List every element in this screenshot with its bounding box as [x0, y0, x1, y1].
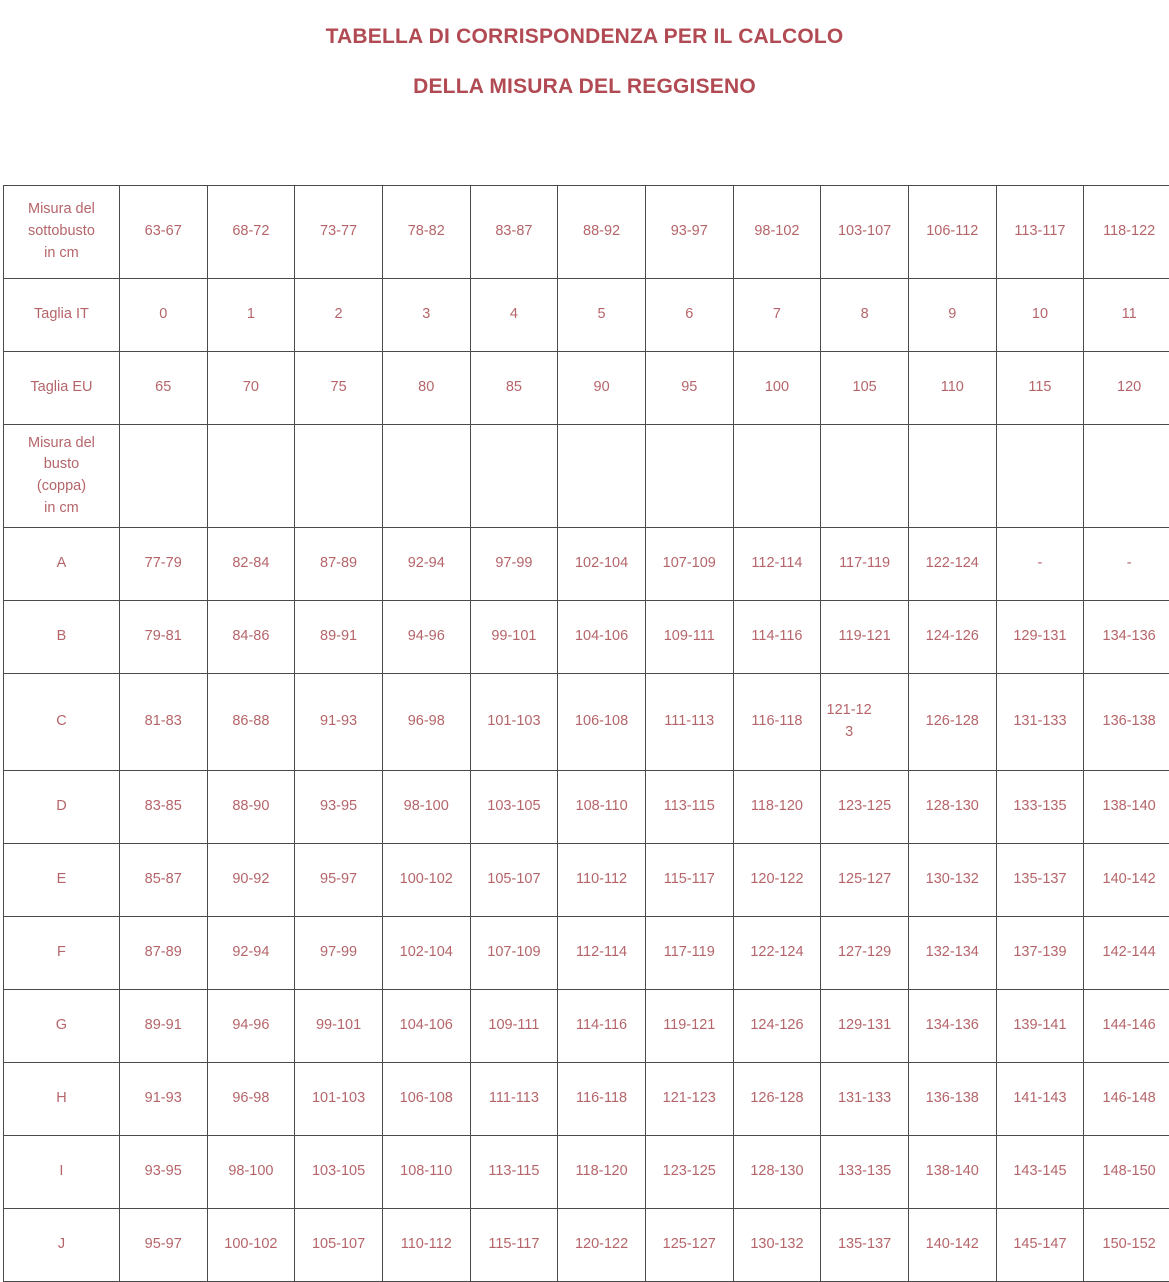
cup-j-cell-3: 110-112	[382, 1209, 470, 1282]
cup-d-cell-9: 128-130	[908, 771, 996, 844]
cup-a-cell-4: 97-99	[470, 528, 558, 601]
cup-e-cell-9: 130-132	[908, 844, 996, 917]
cup-f-cell-2: 97-99	[295, 917, 383, 990]
cup-b-cell-10: 129-131	[996, 601, 1084, 674]
cup-g-cell-0: 89-91	[119, 990, 207, 1063]
taglia-eu-cell-8: 105	[821, 352, 909, 425]
cup-f-cell-6: 117-119	[645, 917, 733, 990]
cup-j-cell-9: 140-142	[908, 1209, 996, 1282]
cup-a-cell-5: 102-104	[558, 528, 646, 601]
cup-h-cell-7: 126-128	[733, 1063, 821, 1136]
cup-j-cell-0: 95-97	[119, 1209, 207, 1282]
cup-d-cell-3: 98-100	[382, 771, 470, 844]
cup-d-cell-7: 118-120	[733, 771, 821, 844]
taglia-eu-cell-2: 75	[295, 352, 383, 425]
cup-i-cell-11: 148-150	[1084, 1136, 1169, 1209]
cup-c-cell-7: 116-118	[733, 674, 821, 771]
table-row-cup-b	[4, 601, 1169, 674]
cup-a-cell-11: -	[1084, 528, 1169, 601]
cup-g-cell-7: 124-126	[733, 990, 821, 1063]
row-label-underbust	[4, 186, 120, 279]
cup-h-cell-5: 116-118	[558, 1063, 646, 1136]
cup-c-cell-8: 121-123	[821, 674, 909, 771]
row-label-taglia-it: Taglia IT	[4, 279, 120, 352]
table-row-cup-e	[4, 844, 1169, 917]
cup-c-cell-2: 91-93	[295, 674, 383, 771]
title-line-1: TABELLA DI CORRISPONDENZA PER IL CALCOLO	[0, 26, 1169, 47]
cup-f-cell-0: 87-89	[119, 917, 207, 990]
bra-size-table	[3, 185, 1169, 1282]
cup-a-cell-7: 112-114	[733, 528, 821, 601]
taglia-it-cell-0: 0	[119, 279, 207, 352]
cup-label-c: C	[4, 674, 120, 771]
cup-b-cell-7: 114-116	[733, 601, 821, 674]
cup-f-cell-1: 92-94	[207, 917, 295, 990]
cup-h-cell-6: 121-123	[645, 1063, 733, 1136]
title-line-2: DELLA MISURA DEL REGGISENO	[0, 76, 1169, 97]
cup-label-h: H	[4, 1063, 120, 1136]
cup-d-cell-1: 88-90	[207, 771, 295, 844]
taglia-eu-cell-1: 70	[207, 352, 295, 425]
cup-i-cell-0: 93-95	[119, 1136, 207, 1209]
cup-j-cell-4: 115-117	[470, 1209, 558, 1282]
underbust-cell-5: 88-92	[558, 186, 646, 279]
cup-j-cell-7: 130-132	[733, 1209, 821, 1282]
cup-i-cell-3: 108-110	[382, 1136, 470, 1209]
taglia-it-cell-5: 5	[558, 279, 646, 352]
underbust-cell-1: 68-72	[207, 186, 295, 279]
taglia-it-cell-1: 1	[207, 279, 295, 352]
cup-d-cell-2: 93-95	[295, 771, 383, 844]
bust-header-blank-6	[645, 425, 733, 528]
cup-e-cell-4: 105-107	[470, 844, 558, 917]
underbust-cell-3: 78-82	[382, 186, 470, 279]
cup-label-g: G	[4, 990, 120, 1063]
row-label-bust-line-4: in cm	[7, 498, 116, 520]
underbust-cell-0: 63-67	[119, 186, 207, 279]
cup-b-cell-6: 109-111	[645, 601, 733, 674]
taglia-eu-cell-0: 65	[119, 352, 207, 425]
bust-header-blank-7	[733, 425, 821, 528]
cup-b-cell-1: 84-86	[207, 601, 295, 674]
cup-c-cell-6: 111-113	[645, 674, 733, 771]
cup-d-cell-11: 138-140	[1084, 771, 1169, 844]
cup-h-cell-8: 131-133	[821, 1063, 909, 1136]
cup-b-cell-8: 119-121	[821, 601, 909, 674]
bust-header-blank-10	[996, 425, 1084, 528]
cup-d-cell-5: 108-110	[558, 771, 646, 844]
cup-label-b: B	[4, 601, 120, 674]
table-row-bust-header	[4, 425, 1169, 528]
table-row-cup-i	[4, 1136, 1169, 1209]
underbust-cell-11: 118-122	[1084, 186, 1169, 279]
taglia-it-cell-2: 2	[295, 279, 383, 352]
bra-size-table-container	[3, 185, 1169, 1282]
taglia-it-cell-7: 7	[733, 279, 821, 352]
cup-a-cell-1: 82-84	[207, 528, 295, 601]
cup-a-cell-10: -	[996, 528, 1084, 601]
table-row-taglia-it	[4, 279, 1169, 352]
cup-h-cell-9: 136-138	[908, 1063, 996, 1136]
cup-i-cell-4: 113-115	[470, 1136, 558, 1209]
cup-d-cell-10: 133-135	[996, 771, 1084, 844]
cup-b-cell-2: 89-91	[295, 601, 383, 674]
cup-d-cell-8: 123-125	[821, 771, 909, 844]
bust-header-blank-4	[470, 425, 558, 528]
cup-b-cell-4: 99-101	[470, 601, 558, 674]
cup-b-cell-5: 104-106	[558, 601, 646, 674]
cup-i-cell-2: 103-105	[295, 1136, 383, 1209]
cup-d-cell-4: 103-105	[470, 771, 558, 844]
taglia-eu-cell-7: 100	[733, 352, 821, 425]
cup-h-cell-3: 106-108	[382, 1063, 470, 1136]
cup-h-cell-0: 91-93	[119, 1063, 207, 1136]
cup-c-cell-0: 81-83	[119, 674, 207, 771]
table-row-cup-f	[4, 917, 1169, 990]
cup-g-cell-2: 99-101	[295, 990, 383, 1063]
cup-j-cell-6: 125-127	[645, 1209, 733, 1282]
row-label-underbust-line-2: sottobusto	[7, 221, 116, 243]
cup-h-cell-10: 141-143	[996, 1063, 1084, 1136]
taglia-it-cell-10: 10	[996, 279, 1084, 352]
cup-j-cell-5: 120-122	[558, 1209, 646, 1282]
cup-c-cell-10: 131-133	[996, 674, 1084, 771]
cup-label-e: E	[4, 844, 120, 917]
underbust-cell-8: 103-107	[821, 186, 909, 279]
cup-b-cell-9: 124-126	[908, 601, 996, 674]
cup-a-cell-0: 77-79	[119, 528, 207, 601]
table-row-cup-h	[4, 1063, 1169, 1136]
cup-e-cell-11: 140-142	[1084, 844, 1169, 917]
table-row-cup-c	[4, 674, 1169, 771]
bust-header-blank-0	[119, 425, 207, 528]
cup-e-cell-6: 115-117	[645, 844, 733, 917]
cup-label-d: D	[4, 771, 120, 844]
taglia-eu-cell-4: 85	[470, 352, 558, 425]
cup-f-cell-8: 127-129	[821, 917, 909, 990]
cup-b-cell-11: 134-136	[1084, 601, 1169, 674]
underbust-cell-10: 113-117	[996, 186, 1084, 279]
cup-b-cell-3: 94-96	[382, 601, 470, 674]
row-label-taglia-eu: Taglia EU	[4, 352, 120, 425]
cup-i-cell-1: 98-100	[207, 1136, 295, 1209]
row-label-underbust-line-3: in cm	[7, 243, 116, 265]
bust-header-blank-3	[382, 425, 470, 528]
cup-a-cell-9: 122-124	[908, 528, 996, 601]
cup-label-a: A	[4, 528, 120, 601]
cup-g-cell-9: 134-136	[908, 990, 996, 1063]
row-label-bust-line-2: busto	[7, 454, 116, 476]
cup-h-cell-4: 111-113	[470, 1063, 558, 1136]
taglia-eu-cell-11: 120	[1084, 352, 1169, 425]
cup-g-cell-8: 129-131	[821, 990, 909, 1063]
cup-f-cell-3: 102-104	[382, 917, 470, 990]
cup-c-cell-9: 126-128	[908, 674, 996, 771]
cup-a-cell-3: 92-94	[382, 528, 470, 601]
bust-header-blank-1	[207, 425, 295, 528]
row-label-bust-line-3: (coppa)	[7, 476, 116, 498]
cup-c-cell-4: 101-103	[470, 674, 558, 771]
cup-g-cell-10: 139-141	[996, 990, 1084, 1063]
cup-j-cell-11: 150-152	[1084, 1209, 1169, 1282]
taglia-it-cell-11: 11	[1084, 279, 1169, 352]
cup-c-cell-3: 96-98	[382, 674, 470, 771]
cup-g-cell-4: 109-111	[470, 990, 558, 1063]
cup-f-cell-11: 142-144	[1084, 917, 1169, 990]
cup-j-cell-8: 135-137	[821, 1209, 909, 1282]
cup-f-cell-7: 122-124	[733, 917, 821, 990]
cup-c-cell-5: 106-108	[558, 674, 646, 771]
cup-a-cell-8: 117-119	[821, 528, 909, 601]
cup-f-cell-9: 132-134	[908, 917, 996, 990]
table-row-cup-j	[4, 1209, 1169, 1282]
bust-header-blank-9	[908, 425, 996, 528]
bust-header-blank-2	[295, 425, 383, 528]
underbust-cell-4: 83-87	[470, 186, 558, 279]
taglia-eu-cell-9: 110	[908, 352, 996, 425]
taglia-it-cell-6: 6	[645, 279, 733, 352]
table-row-cup-a	[4, 528, 1169, 601]
cup-i-cell-8: 133-135	[821, 1136, 909, 1209]
cup-i-cell-5: 118-120	[558, 1136, 646, 1209]
cup-d-cell-0: 83-85	[119, 771, 207, 844]
page-title	[0, 0, 1169, 97]
taglia-it-cell-3: 3	[382, 279, 470, 352]
cup-i-cell-10: 143-145	[996, 1136, 1084, 1209]
taglia-it-cell-9: 9	[908, 279, 996, 352]
underbust-cell-9: 106-112	[908, 186, 996, 279]
cup-a-cell-2: 87-89	[295, 528, 383, 601]
cup-g-cell-3: 104-106	[382, 990, 470, 1063]
cup-f-cell-5: 112-114	[558, 917, 646, 990]
taglia-eu-cell-3: 80	[382, 352, 470, 425]
cup-e-cell-10: 135-137	[996, 844, 1084, 917]
cup-f-cell-10: 137-139	[996, 917, 1084, 990]
cup-label-f: F	[4, 917, 120, 990]
cup-g-cell-6: 119-121	[645, 990, 733, 1063]
table-row-cup-g	[4, 990, 1169, 1063]
cup-g-cell-5: 114-116	[558, 990, 646, 1063]
cup-g-cell-1: 94-96	[207, 990, 295, 1063]
cup-e-cell-0: 85-87	[119, 844, 207, 917]
cup-b-cell-0: 79-81	[119, 601, 207, 674]
cup-e-cell-5: 110-112	[558, 844, 646, 917]
cup-c-cell-1: 86-88	[207, 674, 295, 771]
cup-e-cell-2: 95-97	[295, 844, 383, 917]
row-label-bust	[4, 425, 120, 528]
cup-i-cell-7: 128-130	[733, 1136, 821, 1209]
cup-i-cell-6: 123-125	[645, 1136, 733, 1209]
bust-header-blank-11	[1084, 425, 1169, 528]
underbust-cell-7: 98-102	[733, 186, 821, 279]
cup-e-cell-8: 125-127	[821, 844, 909, 917]
row-label-bust-line-1: Misura del	[7, 433, 116, 455]
cup-h-cell-1: 96-98	[207, 1063, 295, 1136]
taglia-it-cell-4: 4	[470, 279, 558, 352]
cup-c-cell-11: 136-138	[1084, 674, 1169, 771]
cup-j-cell-10: 145-147	[996, 1209, 1084, 1282]
cup-h-cell-2: 101-103	[295, 1063, 383, 1136]
cup-j-cell-1: 100-102	[207, 1209, 295, 1282]
table-row-cup-d	[4, 771, 1169, 844]
cup-e-cell-7: 120-122	[733, 844, 821, 917]
taglia-eu-cell-10: 115	[996, 352, 1084, 425]
cup-label-i: I	[4, 1136, 120, 1209]
taglia-eu-cell-5: 90	[558, 352, 646, 425]
cup-d-cell-6: 113-115	[645, 771, 733, 844]
cup-a-cell-6: 107-109	[645, 528, 733, 601]
cup-j-cell-2: 105-107	[295, 1209, 383, 1282]
cup-g-cell-11: 144-146	[1084, 990, 1169, 1063]
cup-h-cell-11: 146-148	[1084, 1063, 1169, 1136]
cup-f-cell-4: 107-109	[470, 917, 558, 990]
table-row-taglia-eu	[4, 352, 1169, 425]
cup-e-cell-3: 100-102	[382, 844, 470, 917]
taglia-eu-cell-6: 95	[645, 352, 733, 425]
table-row-underbust	[4, 186, 1169, 279]
underbust-cell-2: 73-77	[295, 186, 383, 279]
cup-label-j: J	[4, 1209, 120, 1282]
row-label-underbust-line-1: Misura del	[7, 199, 116, 221]
cup-i-cell-9: 138-140	[908, 1136, 996, 1209]
bust-header-blank-5	[558, 425, 646, 528]
bust-header-blank-8	[821, 425, 909, 528]
underbust-cell-6: 93-97	[645, 186, 733, 279]
taglia-it-cell-8: 8	[821, 279, 909, 352]
cup-e-cell-1: 90-92	[207, 844, 295, 917]
